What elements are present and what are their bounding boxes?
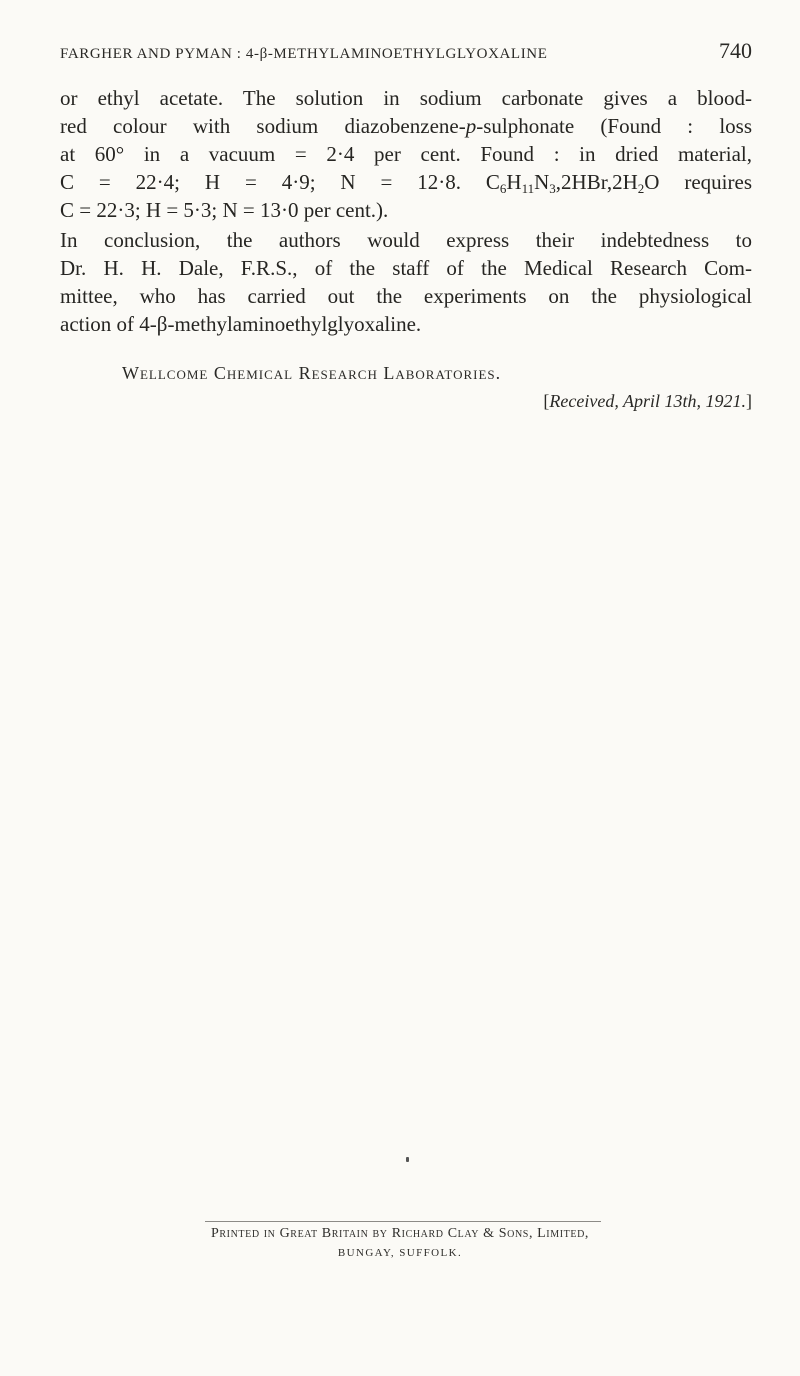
text-line: mittee, who has carried out the experiments on the physiological <box>60 284 752 308</box>
italic-para: p <box>465 114 477 138</box>
print-speck <box>406 1157 409 1162</box>
page-number: 740 <box>719 38 752 63</box>
running-head <box>60 38 752 64</box>
text-line-formula: C = 22·4; H = 4·9; N = 12·8. $C_6H_{11}N_3,2HBr,2H_2O$ requires <box>60 170 752 196</box>
paragraph-acknowledgement <box>60 226 752 338</box>
text-line: at 60° in a vacuum = 2·4 per cent. Found : in dried material, <box>60 142 752 166</box>
text-line: action of 4-β-methylaminoethylglyoxaline. <box>60 312 422 336</box>
text-line: red colour with sodium diazobenzene-p-sulphonate (Found : loss <box>60 114 752 138</box>
footer-rule <box>205 1221 601 1222</box>
text-line: C = 22·3; H = 5·3; N = 13·0 per cent.). <box>60 198 389 222</box>
printer-imprint: Printed in Great Britain by Richard Clay & Sons, Limited, <box>211 1226 589 1241</box>
running-title: FARGHER AND PYMAN : 4-β-METHYLAMINOETHYLGLYOXALINE <box>60 46 548 62</box>
text-line: or ethyl acetate. The solution in sodium carbonate gives a blood- <box>60 86 752 110</box>
text-line: In conclusion, the authors would express their indebtedness to <box>60 228 752 252</box>
text-line: Dr. H. H. Dale, F.R.S., of the staff of the Medical Research Com- <box>60 256 752 280</box>
printer-location: BUNGAY, SUFFOLK. <box>337 1247 463 1259</box>
received-date: [Received, April 13th, 1921.] <box>543 391 752 411</box>
paragraph-experimental <box>60 84 752 224</box>
affiliation: Wellcome Chemical Research Laboratories. <box>122 363 502 383</box>
